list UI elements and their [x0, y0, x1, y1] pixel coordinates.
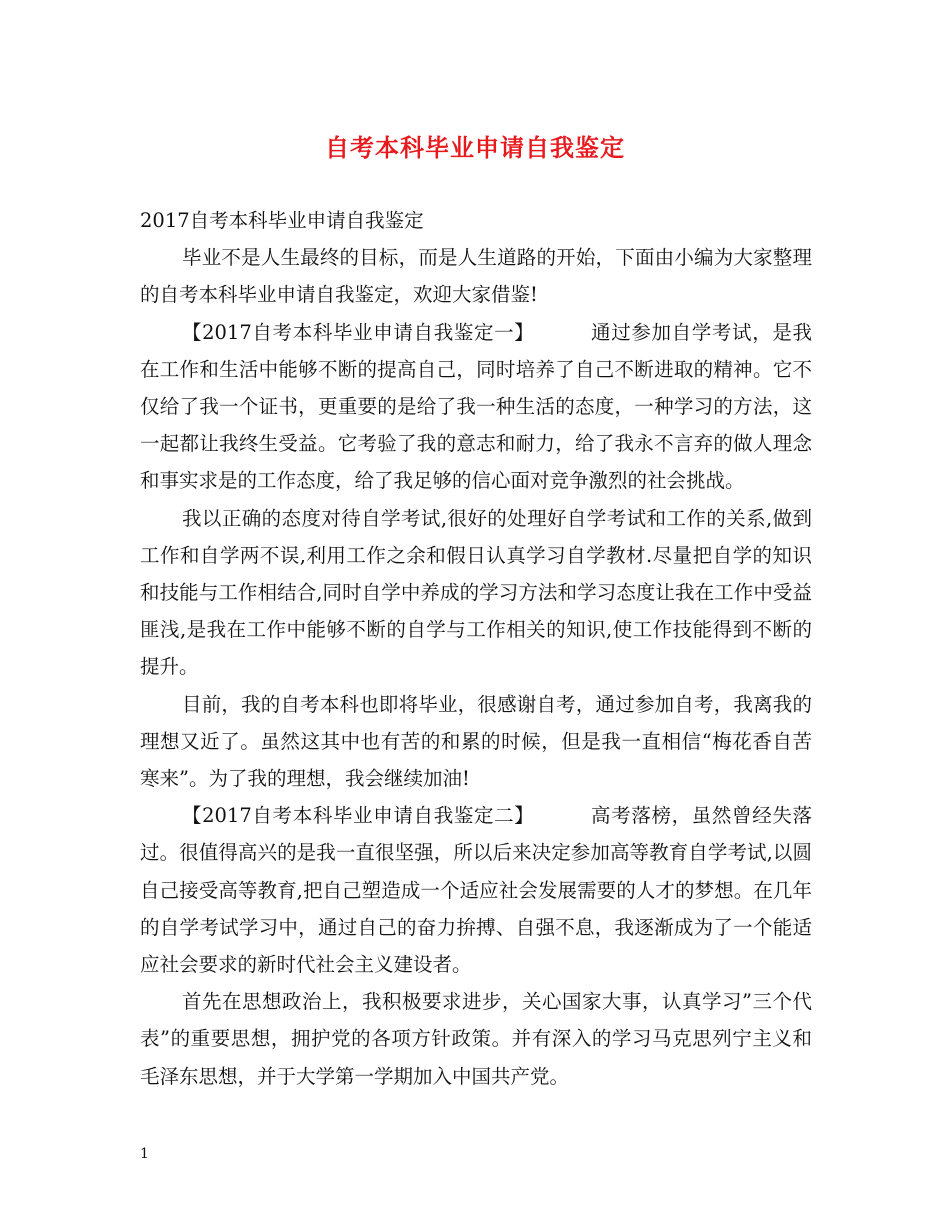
- paragraph-politics: 首先在思想政治上，我积极要求进步，关心国家大事，认真学习”三个代表”的重要思想，拥护党的各项方针政策。并有深入的学习马克思列宁主义和毛泽东思想，并于大学第一学期加入中国共产党。: [140, 990, 812, 1088]
- document-subtitle: 2017自考本科毕业申请自我鉴定: [140, 209, 424, 232]
- document-title: 自考本科毕业申请自我鉴定: [325, 133, 625, 162]
- document-body: [140, 202, 812, 1095]
- page-number: 1: [140, 1146, 149, 1162]
- section-one-heading: 【2017自考本科毕业申请自我鉴定一】: [182, 320, 535, 344]
- section-one-text: 通过参加自学考试，是我在工作和生活中能够不断的提高自己，同时培养了自己不断进取的精神。它不仅给了我一个证书，更重要的是给了我一种生活的态度，一种学习的方法，这一起都让我终生受益。它考验了我的意志和耐力，给了我永不言弃的做人理念和事实求是的工作态度，给了我足够的信心面对竞争激烈的社会挑战。: [140, 320, 812, 493]
- section-two-paragraph: [140, 797, 812, 983]
- intro-paragraph: 毕业不是人生最终的目标，而是人生道路的开始，下面由小编为大家整理的自考本科毕业申请自我鉴定，欢迎大家借鉴!: [140, 246, 812, 307]
- paragraph-graduation: 目前，我的自考本科也即将毕业，很感谢自考，通过参加自考，我离我的理想又近了。虽然这其中也有苦的和累的时候，但是我一直相信“梅花香自苦寒来”。为了我的理想，我会继续加油!: [140, 692, 812, 791]
- paragraph-attitude: 我以正确的态度对待自学考试,很好的处理好自学考试和工作的关系,做到工作和自学两不误,利用工作之余和假日认真学习自学教材.尽量把自学的知识和技能与工作相结合,同时自学中养成的学习方法和学习态度让我在工作中受益匪浅,是我在工作中能够不断的自学与工作相关的知识,使工作技能得到不断的提升。: [140, 506, 812, 679]
- section-two-text: 高考落榜，虽然曾经失落过。很值得高兴的是我一直很坚强，所以后来决定参加高等教育自学考试,以圆自己接受高等教育,把自己塑造成一个适应社会发展需要的人才的梦想。在几年的自学考试学习中，通过自己的奋力拚搏、自强不息，我逐渐成为了一个能适应社会要求的新时代社会主义建设者。: [140, 804, 812, 977]
- section-two-heading: 【2017自考本科毕业申请自我鉴定二】: [182, 804, 535, 828]
- section-one-paragraph: [140, 314, 812, 500]
